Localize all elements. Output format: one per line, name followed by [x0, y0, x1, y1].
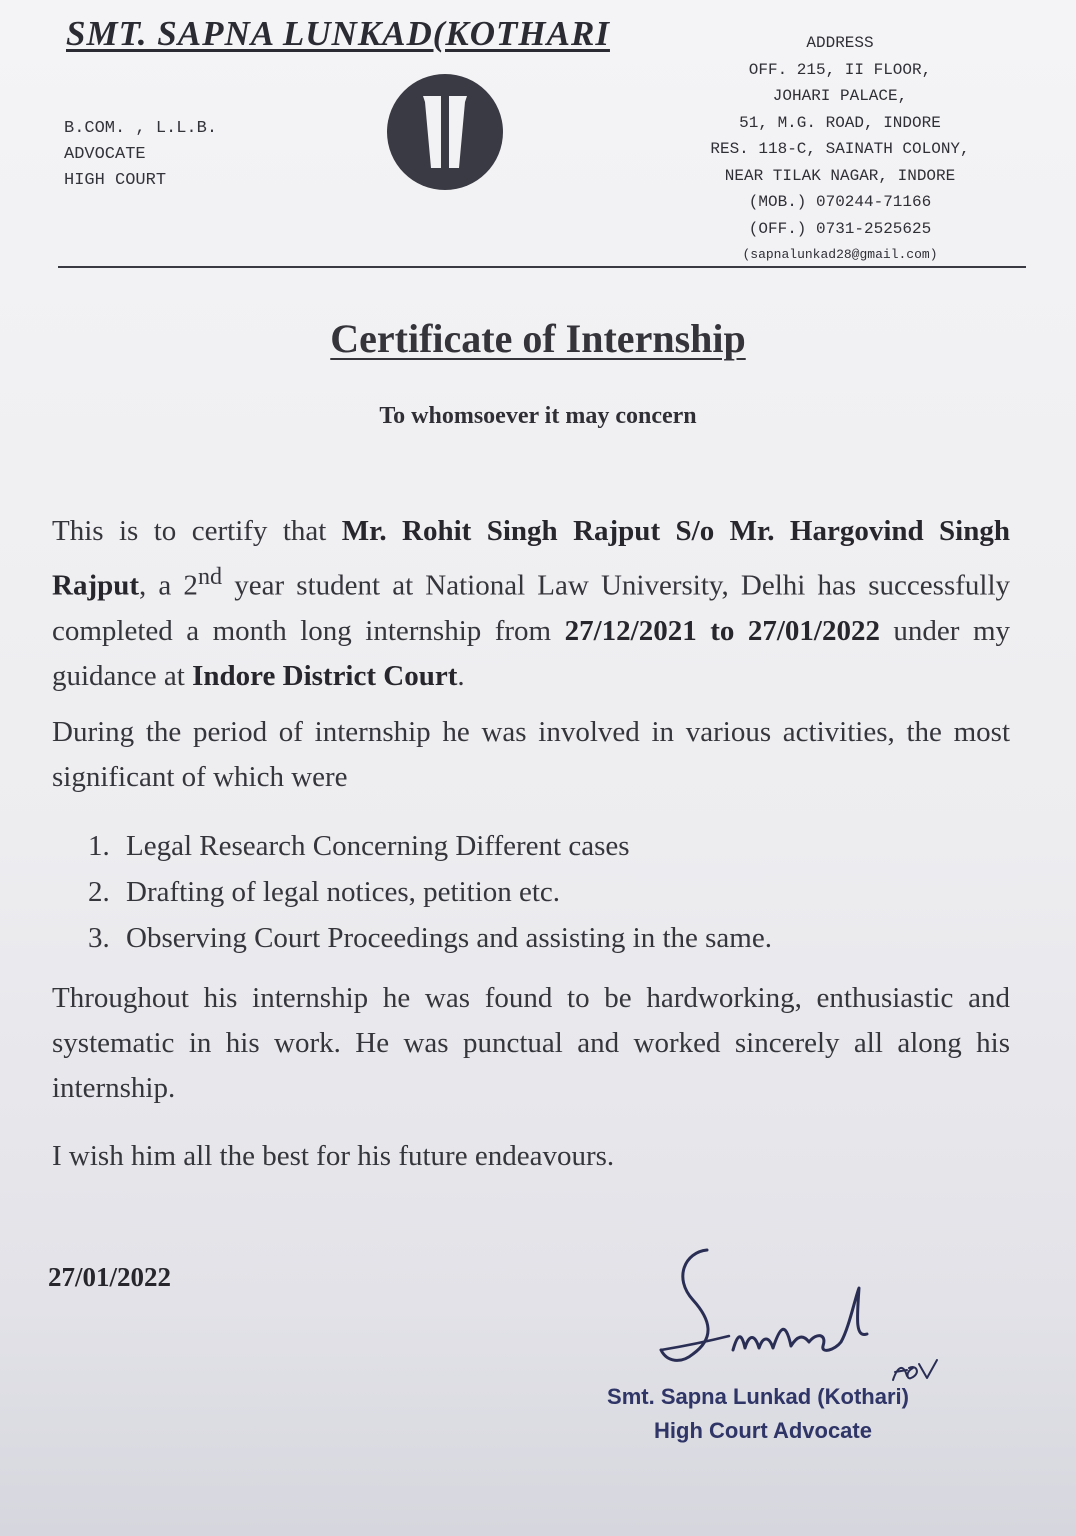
certification-paragraph: This is to certify that Mr. Rohit Singh Rajput S/o Mr. Hargovind Singh Rajput, a 2nd year student at National Law University, Delhi has successfully completed a month long internship from 27/12/2021 to 27/01/2022 under my guidance at Indore District Court. [52, 515, 1011, 692]
conduct-paragraph: Throughout his internship he was found to be hardworking, enthusiastic and systematic in his work. He was punctual and worked sincerely all along his internship. [52, 982, 1010, 1104]
email-address: (sapnalunkad28@gmail.com) [742, 247, 938, 262]
qualification-title: ADVOCATE [64, 145, 146, 164]
signatory-block [588, 1380, 928, 1448]
letterhead-name: SMT. SAPNA LUNKAD(KOTHARI [66, 14, 610, 53]
qualification-degree: B.COM. , L.L.B. [64, 119, 218, 138]
letterhead-address [680, 30, 1000, 269]
wishes-paragraph: I wish him all the best for his future endeavours. [52, 1140, 615, 1172]
certificate-date: 27/01/2022 [48, 1262, 172, 1292]
activities-intro: During the period of internship he was involved in various activities, the most significant of which were [52, 716, 1010, 793]
address-line: RES. 118-C, SAINATH COLONY, [710, 140, 970, 158]
internship-location: Indore District Court [192, 659, 458, 692]
salutation: To whomsoever it may concern [379, 403, 697, 429]
address-line: OFF. 215, II FLOOR, [748, 60, 932, 79]
activities-list [88, 823, 772, 961]
address-heading: ADDRESS [806, 34, 874, 52]
signatory-name: Smt. Sapna Lunkad (Kothari) [607, 1384, 909, 1409]
certificate-title: Certificate of Internship [330, 316, 746, 361]
advocate-qualifications [64, 116, 217, 194]
list-item: 1. Legal Research Concerning Different cases [88, 830, 630, 862]
list-item: 3. Observing Court Proceedings and assisting in the same. [88, 922, 772, 954]
internship-period: 27/12/2021 to 27/01/2022 [564, 614, 880, 647]
address-line: 51, M.G. ROAD, INDORE [739, 113, 941, 132]
signatory-designation: High Court Advocate [654, 1418, 872, 1443]
qualification-court: HIGH COURT [64, 171, 167, 190]
letterhead-divider [58, 266, 1026, 268]
advocate-band-emblem-icon [385, 72, 505, 192]
address-line: JOHARI PALACE, [772, 87, 908, 105]
address-line: NEAR TILAK NAGAR, INDORE [724, 166, 956, 185]
handwritten-signature [645, 1238, 995, 1398]
office-number: (OFF.) 0731-2525625 [748, 219, 932, 238]
mobile-number: (MOB.) 070244-71166 [748, 193, 932, 211]
intern-name: Mr. Rohit Singh Rajput S/o Mr. Hargovind Singh Rajput [52, 515, 1010, 602]
list-item: 2. Drafting of legal notices, petition etc. [88, 876, 561, 908]
